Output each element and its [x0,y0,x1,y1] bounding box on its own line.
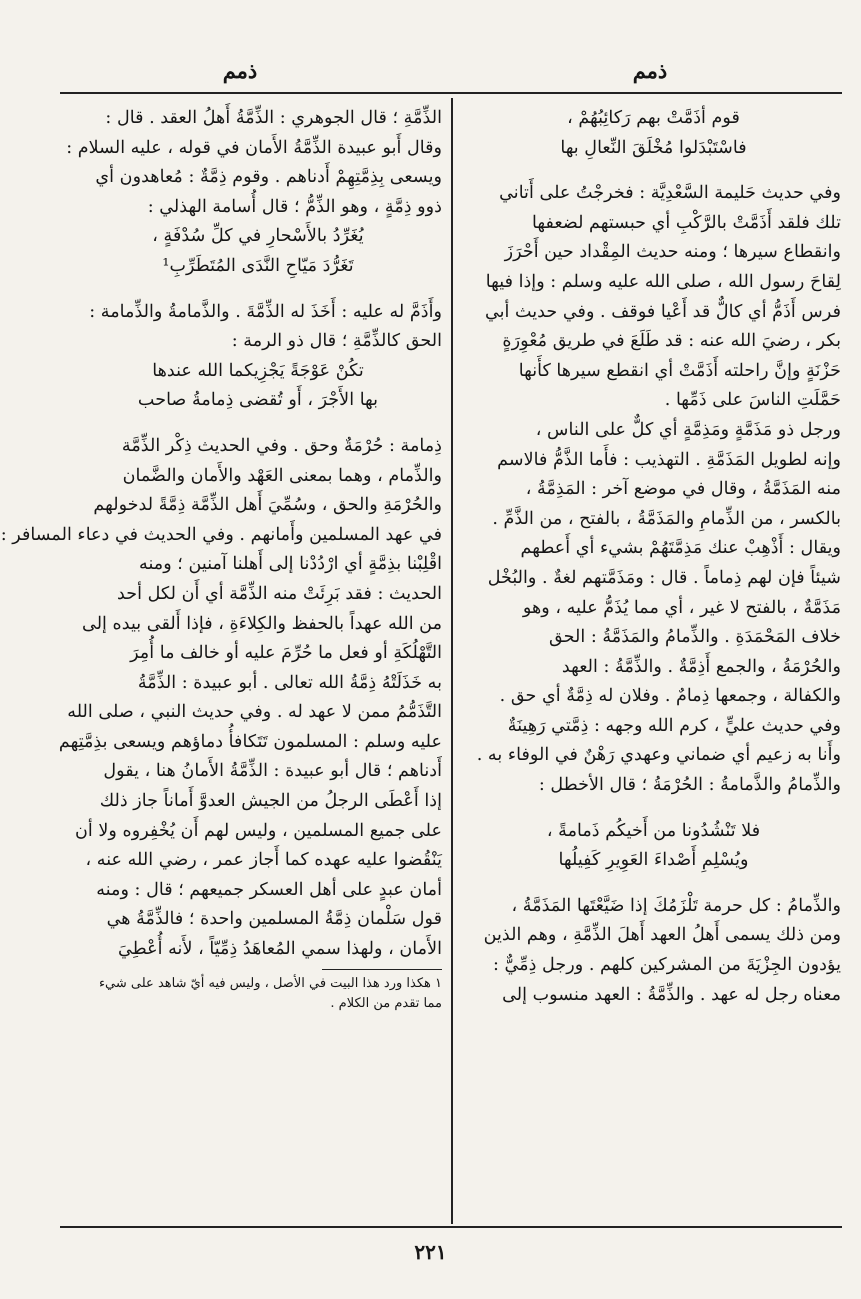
text-line: حَزْنَةٍ وإنَّ راحلته أَذَمَّتْ أي انقطع سيرها كأَنها [518,360,841,381]
right-column [466,104,841,1010]
text-line: لِقاحَ رسول الله ، صلى الله عليه وسلم : وإذا فيها [485,271,841,292]
verse-line: فلا تَنْشُدُونا من أَخيكُم ذَمامةً ، [546,820,761,841]
text-line: والحُرْمَةِ والحق ، وسُمِّيَ أَهل الذِّمَّة ذِمَّةً لدخولهم [93,495,442,516]
text-line: معناه رجل له عهد . والذِّمَّةُ : العهد منسوب إلى [502,984,841,1005]
text-line: إذا أَعْطَى الرجلُ من الجيش العدوَّ أَماناً جاز ذلك [99,791,442,812]
verse-line: يُغَرِّدُ بالأَسْحارِ في كلِّ سُدْفَةٍ ، [152,226,364,247]
paragraph-gap [74,416,442,432]
text-line: الحق كالذِّمَّةِ ؛ قال ذو الرمة : [231,331,442,352]
text-line: على جميع المسلمين ، وليس لهم أَن يُخْفِروه ولا أن [74,820,442,841]
text-line: ويسعى بِذِمَّتِهِمْ أَدناهم . وقوم ذِمَّةٌ : مُعاهدون أي [95,167,442,188]
text-line: وأَنا به زعيم أي ضماني وعهدي رَهْنٌ في الوفاء به . [476,745,841,766]
column-divider [451,98,453,1224]
text-line: عليه وسلم : المسلمون تَتَكافأُ دماؤهم ويسعى بذِمَّتِهم [58,731,442,752]
text-line: الحديث : فقد بَرِئَتْ منه الذِّمَّة أي أَن لكل أحد [117,583,442,604]
paragraph-gap [466,876,841,892]
text-line: يؤدون الجِزْيَةَ من المشركين كلهم . ورجل ذِمِّيٌّ : [493,955,841,976]
text-line: والحُرْمَةُ ، والجمع أَذِمَّةٌ . والذِّمَّةُ : العهد [561,656,841,677]
text-line: بكر ، رضيَ الله عنه : قد طَلَعَ في طريق مُعْوِرَةٍ [502,331,841,352]
text-line: ورجل ذو مَذَمَّةٍ ومَذِمَّةٍ أي كلٌّ على الناس ، [535,419,841,440]
text-line: الأَمان ، ولهذا سمي المُعاهَدُ ذِمِّيّاً ، لأَنه أُعْطِيَ [118,939,442,960]
footnote-rule [322,969,442,970]
paragraph-gap [466,801,841,817]
text-line: والكفالة ، وجمعها ذِمامٌ . وفلان له ذِمَّةٌ أي حق . [499,686,841,707]
text-line: ومن ذلك يسمى أَهلُ العهد أَهلَ الذِّمَّةِ ، وهم الذين [483,925,841,946]
text-line: ذوو ذِمَّةٍ ، وهو الذِّمُّ ؛ قال أُسامة الهذلي : [147,196,442,217]
text-line: اقْلِبْنا بذِمَّةٍ أي ارْدُدْنا إلى أَهلنا آمنين ؛ ومنه [139,554,442,575]
verse-line: قوم أذَمَّتْ بهم رَكائِبُهُمْ ، [567,108,740,128]
text-line: وقال أَبو عبيدة الذِّمَّةُ الأَمان في قوله ، عليه السلام : [66,137,442,158]
left-column [0,104,442,1014]
text-line: والذِّمامُ : كل حرمة تَلْزَمُكَ إذا ضَيَّعْتَها المَذَمَّةُ ، [511,895,841,916]
text-line: الذِّمَّةِ ؛ قال الجوهري : الذِّمَّةُ أَهلُ العقد . قال : [105,108,442,128]
text-line: تلك فلقد أَذَمَّتْ بالرَّكْبِ أي حبستهم لضعفها [531,212,841,233]
paragraph-gap [74,282,442,298]
header-word-right: ذمم [632,58,668,83]
page-number: ٢٢١ [414,1240,447,1264]
text-line: منه المَذَمَّةُ ، وقال في موضع آخر : المَذِمَّةُ ، [525,479,841,500]
verse-line: ويُسْلِمِ أَصْداءَ العَوِيرِ كَفِيلُها [558,850,749,871]
text-line: خلاف المَحْمَدَةِ . والذِّمامُ والمَذَمَّةُ : الحق [548,627,841,648]
text-line: التَّذَمُّمُ ممن لا عهد له . وفي حديث النبي ، صلى الله [67,702,442,723]
bottom-rule [60,1226,842,1228]
text-line: وفي حديث حَليمة السَّعْدِيَّة : فخرجْتُ على أَتاني [499,183,841,204]
text-line: في عهد المسلمين وأَمانهم . وفي الحديث في دعاء المسافر : [0,524,442,545]
text-line: بالكسر ، من الذِّمامِ والمَذَمَّةُ ، بالفتح ، من الذَّمِّ . [492,508,841,529]
footnote-line: مما تقدم من الكلام . [330,995,442,1011]
text-line: التَّهْلُكَةِ أو فعل ما حُرِّمَ عليه أو خالف ما أُمِرَ [130,643,442,664]
text-line: يَنْقُضوا عليه عهده كما أَجاز عمر ، رضي الله عنه ، [85,850,442,871]
text-line: والذِّمامُ والذَّمامةُ : الحُرْمَةُ ؛ قال الأخطل : [538,775,841,796]
text-line: قول سَلْمان ذِمَّةُ المسلمين واحدة ؛ فالذِّمَّةُ هي [106,909,442,930]
text-line: أَدناهم ؛ قال أبو عبيدة : الذِّمَّةُ الأَمانُ هنا ، يقول [103,761,442,782]
verse-line: فاسْتَبْدَلوا مُخْلَقَ النِّعالِ بها [560,137,747,158]
text-line: فرس أَذَمُّ أي كالٌّ قد أَعْيا فوقف . وفي حديث أبي [484,301,841,322]
verse-line: بها الأَجْرَ ، أَو تُقضى ذِمامةُ صاحب [137,390,379,411]
text-line: مَذَمَّةٌ ، بالفتح لا غير ، أي مما يُذَمُّ عليه ، وهو [522,597,841,618]
text-line: ذِمامة : حُرْمَةٌ وحق . وفي الحديث ذِكْر الذِّمَّة [121,435,442,456]
text-line: من الله عهداً بالحفظ والكِلاءَةِ ، فإذا أَلقى بيده إلى [82,613,442,634]
text-line: به خَذَلَتْهُ ذِمَّةُ الله تعالى . أبو عبيدة : الذِّمَّةُ [137,672,442,693]
text-line: وفي حديث عليٍّ ، كرم الله وجهه : ذِمَّتي رَهِينَةٌ [507,715,841,736]
text-line: ويقال : أَذْهِبْ عنك مَذِمَّتَهُمْ بشيء أي أَعطهم [520,538,841,559]
text-line: وإنه لطويل المَذَمَّةِ . التهذيب : فأَما الذَّمُّ فالاسم [497,449,841,470]
text-line: شيئاً فإن لهم ذِماماً . قال : ومَذَمَّتهم لغةٌ . والبُخْل [487,567,841,588]
text-line: أمان عبدٍ على أهل العسكر جميعهم ؛ قال : ومنه [96,879,442,900]
text-line: والذِّمام ، وهما بمعنى العَهْد والأَمان والضَّمان [122,465,442,486]
paragraph-gap [466,163,841,179]
text-line: وأَذَمَّ له عليه : أَخَذَ له الذِّمَّةَ . والذَّمامةُ والذِّمامة : [89,301,442,322]
text-line: وانقطاع سيرها ؛ ومنه حديث المِقْداد حين أَحْرَزَ [504,242,841,263]
top-rule [60,92,842,94]
verse-line: تَغَرُّدَ مَيّاحِ النَّدَى المُتَطَرِّبِ¹ [162,255,354,276]
header-word-left: ذمم [222,58,258,83]
footnote-line: ١ هكذا ورد هذا البيت في الأصل ، وليس فيه أيّ شاهد على شيء [98,975,442,991]
text-line: حَمَّلَتِ الناسَ على ذَمِّها . [664,390,841,411]
verse-line: تكُنْ عَوْجَةً يَجْزِيكما الله عندها [152,360,364,381]
